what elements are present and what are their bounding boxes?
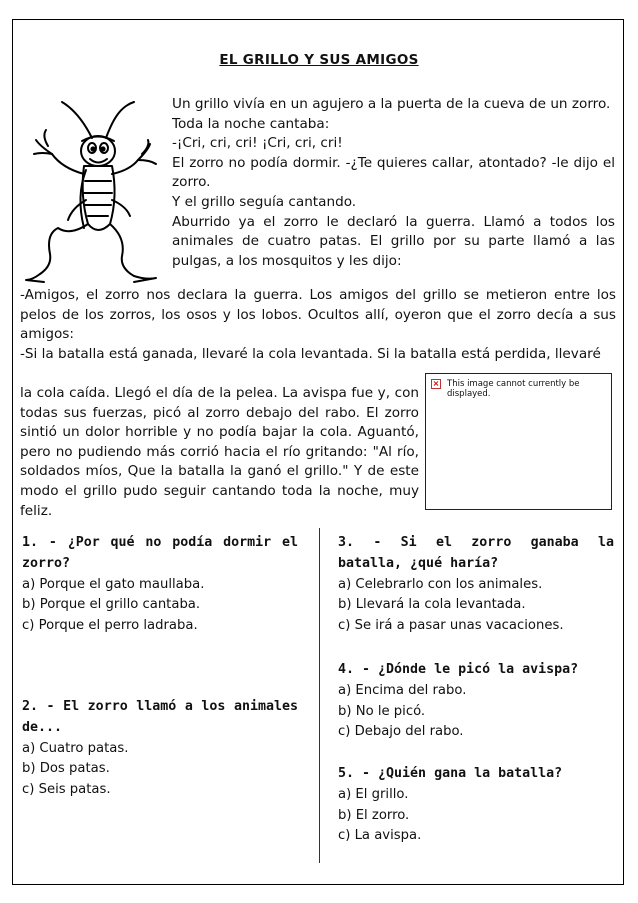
answer-options [22, 739, 298, 801]
story-line: Aburrido ya el zorro le declaró la guerra. Llamó a todos los animales de cuatro patas. El grillo por su parte llamó a las pulgas, a los mosquitos y les dijo: [172, 213, 615, 269]
question-4 [338, 660, 614, 743]
answer-option: b) No le picó. [338, 703, 426, 719]
question-1 [22, 533, 298, 637]
image-placeholder-text: This image cannot currently be displayed. [447, 379, 580, 399]
answer-options [338, 785, 614, 847]
answer-option: b) Llevará la cola levantada. [338, 597, 526, 613]
answer-option: a) Celebrarlo con los animales. [338, 576, 543, 592]
story-intro [172, 95, 615, 271]
story-line: Y el grillo seguía cantando. [172, 193, 357, 210]
answer-option: b) El zorro. [338, 807, 410, 823]
story-line: Toda la noche cantaba: [172, 115, 330, 132]
answer-option: a) Cuatro patas. [22, 740, 129, 756]
page-title: EL GRILLO Y SUS AMIGOS [219, 52, 419, 68]
story-line: Un grillo vivía en un agujero a la puerta de la cueva de un zorro. [172, 96, 611, 112]
cricket-illustration [22, 96, 162, 284]
question-5 [338, 764, 614, 847]
story-paragraph: -Amigos, el zorro nos declara la guerra. Los amigos del grillo se metieron entre los pelos de los zorros, los osos y los lobos. Ocultos allí, oyeron que el zorro decía a sus amigos: [20, 287, 616, 343]
answer-option: c) Debajo del rabo. [338, 724, 464, 740]
answer-option: a) Porque el gato maullaba. [22, 576, 205, 592]
answer-option: b) Dos patas. [22, 761, 110, 777]
story-body [20, 286, 616, 364]
question-title: 5. - ¿Quién gana la batalla? [338, 766, 563, 781]
answer-option: c) Se irá a pasar unas vacaciones. [338, 618, 564, 634]
question-title: 1. - ¿Por qué no podía dormir el zorro? [22, 535, 298, 571]
question-title: 4. - ¿Dónde le picó la avispa? [338, 662, 579, 677]
question-3 [338, 533, 614, 637]
answer-option: b) Porque el grillo cantaba. [22, 597, 201, 613]
answer-options [22, 575, 298, 637]
question-title: 2. - El zorro llamó a los animales de... [22, 699, 298, 735]
story-ending [20, 384, 419, 521]
broken-image-icon: × [432, 379, 440, 388]
question-title: 3. - Si el zorro ganaba la batalla, ¿qué haría? [338, 535, 614, 571]
answer-options [338, 575, 614, 637]
missing-image-placeholder [425, 373, 612, 510]
answer-options [338, 681, 614, 743]
answer-option: a) El grillo. [338, 786, 409, 802]
story-paragraph: -Si la batalla está ganada, llevaré la cola levantada. Si la batalla está perdida, llevaré [20, 345, 601, 362]
question-2 [22, 697, 298, 801]
answer-option: c) La avispa. [338, 828, 422, 844]
answer-option: c) Porque el perro ladraba. [22, 618, 198, 634]
column-divider [319, 528, 320, 863]
answer-option: c) Seis patas. [22, 782, 111, 798]
story-line: El zorro no podía dormir. -¿Te quieres callar, atontado? -le dijo el zorro. [172, 154, 615, 191]
story-paragraph: la cola caída. Llegó el día de la pelea. La avispa fue y, con todas sus fuerzas, picó al zorro debajo del rabo. El zorro sintió un dolor horrible y no podía bajar la cola. Aguantó, pero no pudiendo más corrió hacia el río gritando: "Al río, soldados míos, Que la batalla la ganó el grillo." Y de este modo el grillo pudo seguir cantando toda la noche, muy feliz. [20, 385, 419, 519]
story-line: -¡Cri, cri, cri! ¡Cri, cri, cri! [172, 135, 343, 152]
answer-option: a) Encima del rabo. [338, 682, 467, 698]
